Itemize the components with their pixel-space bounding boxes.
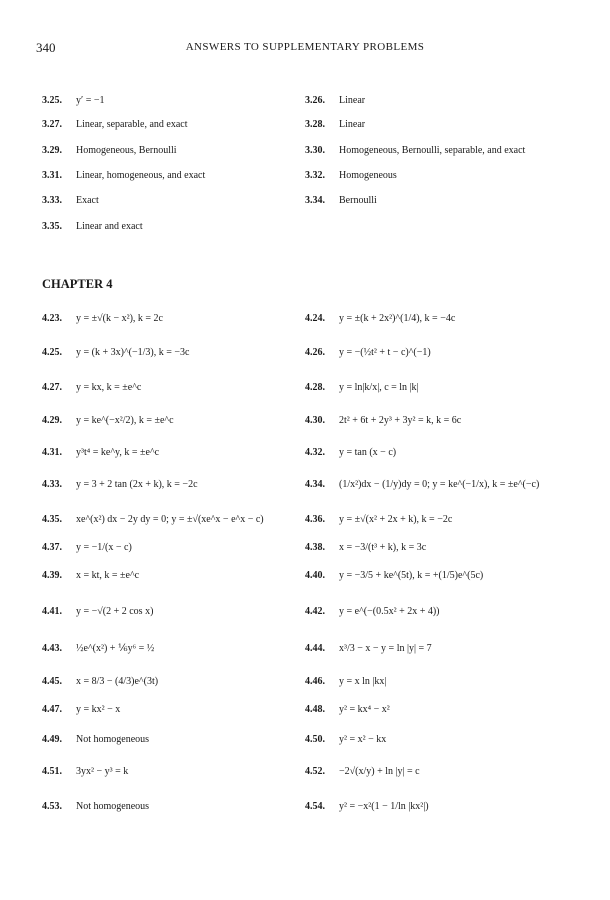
answer-text: Linear, separable, and exact (76, 119, 188, 130)
problem-number: 4.28. (305, 382, 325, 393)
answer (42, 734, 149, 746)
problem-number: 4.46. (305, 676, 325, 687)
answer (305, 170, 397, 182)
answer-text: y² = −x²(1 − 1/ln |kx²|) (339, 801, 429, 812)
answer (42, 447, 159, 459)
answer-text: y = −(½t² + t − c)^(−1) (339, 347, 431, 358)
problem-number: 4.40. (305, 570, 325, 581)
answer-text: x³/3 − x − y = ln |y| = 7 (339, 643, 432, 654)
answer (42, 145, 177, 157)
problem-number: 4.51. (42, 766, 62, 777)
answer (42, 704, 120, 716)
answer (305, 542, 426, 554)
answer-text: ½e^(x²) + ⅙y⁶ = ½ (76, 643, 155, 654)
answer-text: y = −3/5 + ke^(5t), k = +(1/5)e^(5c) (339, 570, 484, 581)
answer-text: 3yx² − y³ = k (76, 766, 129, 777)
answer (42, 643, 154, 655)
answer (305, 704, 390, 716)
problem-number: 4.41. (42, 606, 62, 617)
answer (42, 542, 132, 554)
answer (42, 95, 104, 107)
answer (305, 145, 525, 157)
answer (42, 514, 264, 526)
problem-number: 4.35. (42, 514, 62, 525)
problem-number: 3.29. (42, 145, 62, 156)
page-number: 340 (36, 40, 56, 55)
problem-number: 3.26. (305, 95, 325, 106)
problem-number: 3.28. (305, 119, 325, 130)
answer-text: y³t⁴ = ke^y, k = ±e^c (76, 447, 160, 458)
problem-number: 3.34. (305, 195, 325, 206)
answer-text: Homogeneous (339, 170, 397, 181)
answer (305, 766, 420, 778)
answer (305, 447, 396, 459)
problem-number: 3.30. (305, 145, 325, 156)
answer (42, 415, 174, 427)
problem-number: 4.47. (42, 704, 62, 715)
problem-number: 4.31. (42, 447, 62, 458)
answer-text: y = ke^(−x²/2), k = ±e^c (76, 415, 174, 426)
problem-number: 4.52. (305, 766, 325, 777)
answer-text: Linear (339, 119, 366, 130)
problem-number: 4.27. (42, 382, 62, 393)
problem-number: 4.23. (42, 313, 62, 324)
problem-number: 3.27. (42, 119, 62, 130)
answer (42, 170, 205, 182)
problem-number: 4.50. (305, 734, 325, 745)
problem-number: 3.25. (42, 95, 62, 106)
answer-text: y = ±(k + 2x²)^(1/4), k = −4c (339, 313, 456, 324)
problem-number: 4.48. (305, 704, 325, 715)
answer-text: Linear and exact (76, 221, 143, 232)
problem-number: 4.39. (42, 570, 62, 581)
problem-number: 4.25. (42, 347, 62, 358)
problem-number: 4.33. (42, 479, 62, 490)
answer (305, 606, 440, 618)
answer-text: y = ±√(k − x²), k = 2c (76, 313, 163, 324)
answer (42, 676, 158, 688)
running-title: ANSWERS TO SUPPLEMENTARY PROBLEMS (185, 41, 425, 53)
answer (305, 95, 365, 107)
answer-text: y = (k + 3x)^(−1/3), k = −3c (76, 347, 190, 358)
answer-text: y² = kx⁴ − x² (339, 704, 390, 715)
answer (305, 514, 452, 526)
answer-text: x = kt, k = ±e^c (76, 570, 140, 581)
answer (42, 801, 149, 813)
answer-text: x = −3/(t³ + k), k = 3c (339, 542, 427, 553)
problem-number: 4.26. (305, 347, 325, 358)
answer-text: Bernoulli (339, 195, 377, 206)
problem-number: 4.45. (42, 676, 62, 687)
answer-text: (1/x²)dx − (1/y)dy = 0; y = ke^(−1/x), k = ±e^(−c) (339, 479, 540, 490)
problem-number: 4.49. (42, 734, 62, 745)
answer (42, 195, 99, 207)
answer-text: Not homogeneous (76, 801, 150, 812)
answer-text: y′ = −1 (76, 95, 105, 106)
answer-text: y = e^(−(0.5x² + 2x + 4)) (339, 606, 440, 617)
answer (42, 606, 153, 618)
problem-number: 4.29. (42, 415, 62, 426)
answer-text: Linear, homogeneous, and exact (76, 170, 206, 181)
problem-number: 4.34. (305, 479, 325, 490)
answer-text: Exact (76, 195, 99, 206)
answer-text: x = 8/3 − (4/3)e^(3t) (76, 676, 159, 687)
problem-number: 4.42. (305, 606, 325, 617)
answer (42, 570, 139, 582)
answer-text: y = −√(2 + 2 cos x) (76, 606, 154, 617)
answer-text: y = tan (x − c) (339, 447, 397, 458)
problem-number: 4.24. (305, 313, 325, 324)
answer (42, 382, 141, 394)
answer-text: y = ln|k/x|, c = ln |k| (339, 382, 419, 393)
answer (305, 119, 365, 131)
problem-number: 4.53. (42, 801, 62, 812)
problem-number: 4.43. (42, 643, 62, 654)
answer (305, 479, 539, 491)
answer-text: 2t² + 6t + 2y³ + 3y² = k, k = 6c (339, 415, 462, 426)
answer-text: y = 3 + 2 tan (2x + k), k = −2c (76, 479, 198, 490)
answer-text: y = −1/(x − c) (76, 542, 132, 553)
answer (42, 479, 198, 491)
answer (305, 347, 431, 359)
answer (305, 313, 455, 325)
answer (42, 221, 143, 233)
problem-number: 4.32. (305, 447, 325, 458)
chapter-heading: CHAPTER 4 (42, 277, 113, 291)
answer-text: y = kx, k = ±e^c (76, 382, 142, 393)
answer (305, 195, 377, 207)
problem-number: 4.30. (305, 415, 325, 426)
problem-number: 3.35. (42, 221, 62, 232)
problem-number: 3.32. (305, 170, 325, 181)
answer-text: Homogeneous, Bernoulli (76, 145, 177, 156)
answer (42, 766, 128, 778)
answer-text: Not homogeneous (76, 734, 150, 745)
answer (305, 570, 483, 582)
problem-number: 4.44. (305, 643, 325, 654)
answer (305, 801, 429, 813)
problem-number: 4.38. (305, 542, 325, 553)
answer-text: y² = x² − kx (339, 734, 387, 745)
problem-number: 4.54. (305, 801, 325, 812)
answer (305, 382, 419, 394)
answer (42, 119, 187, 131)
answer-text: y = x ln |kx| (339, 676, 387, 687)
answer-text: xe^(x²) dx − 2y dy = 0; y = ±√(xe^x − e^x − c) (76, 514, 264, 525)
answer-text: y = ±√(x² + 2x + k), k = −2c (339, 514, 453, 525)
problem-number: 4.36. (305, 514, 325, 525)
answer-text: Homogeneous, Bernoulli, separable, and exact (339, 145, 526, 156)
answer (305, 676, 386, 688)
problem-number: 3.33. (42, 195, 62, 206)
answer (42, 313, 163, 325)
answer-text: −2√(x/y) + ln |y| = c (339, 766, 420, 777)
problem-number: 3.31. (42, 170, 62, 181)
answer (305, 643, 432, 655)
problem-number: 4.37. (42, 542, 62, 553)
answer (305, 734, 386, 746)
answer-text: Linear (339, 95, 366, 106)
answer-text: y = kx² − x (76, 704, 121, 715)
answer (305, 415, 461, 427)
answer (42, 347, 189, 359)
